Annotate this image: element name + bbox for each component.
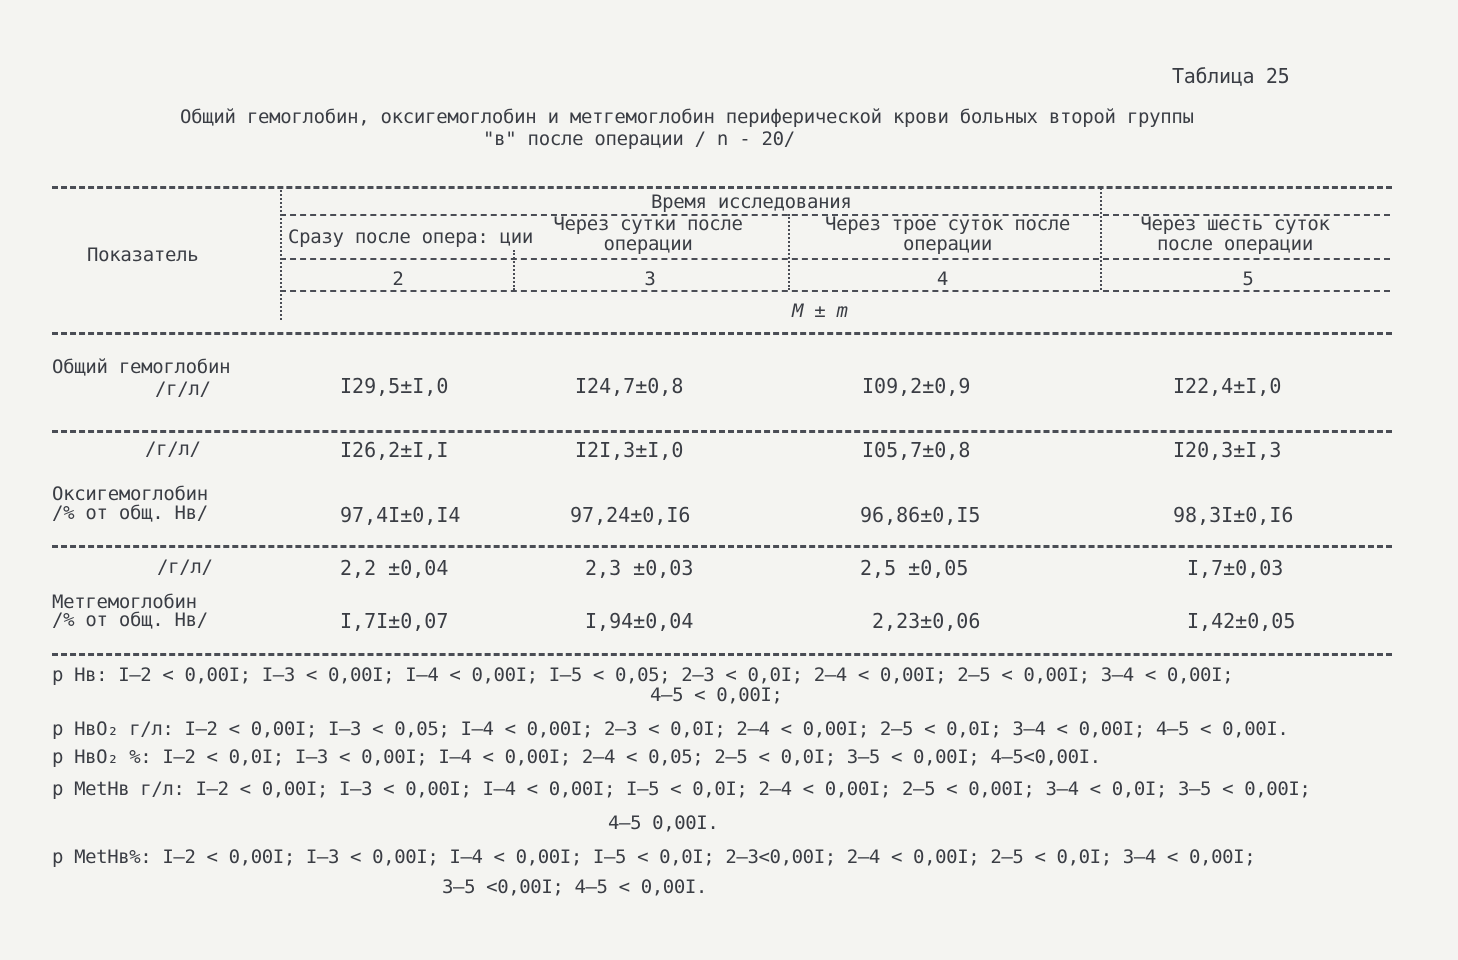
row-3-label-line2: /% от общ. Нв/ — [52, 502, 208, 524]
column-5-number: 5 — [1242, 268, 1254, 290]
group-header: Время исследования — [651, 191, 852, 213]
table-top-rule — [52, 186, 1392, 189]
row-1-col-3: I24,7±0,8 — [575, 374, 684, 398]
column-4-label: Через трое суток после операции — [824, 213, 1071, 255]
row-rule-2 — [52, 545, 1392, 548]
stat-label: M ± m — [792, 300, 848, 322]
note-methb-percent-line1: р MetНв%: I–2 < 0,00I; I–3 < 0,00I; I–4 < 0,00I; I–5 < 0,0I; 2–3<0,00I; 2–4 < 0,00I; 2–5 < 0,0I; 3–4 < 0,00I; — [52, 846, 1256, 868]
row-4-col-3: 2,3 ±0,03 — [585, 556, 694, 580]
header-separator-4-5 — [1100, 188, 1102, 290]
note-methb-gl-line1: р MetНв г/л: I–2 < 0,00I; I–3 < 0,00I; I–4 < 0,00I; I–5 < 0,0I; 2–4 < 0,00I; 2–5 < 0,00I; 3–4 < 0,0I; 3–5 < 0,00I; — [52, 778, 1311, 800]
column-3-number: 3 — [644, 268, 656, 290]
row-1-col-5: I22,4±I,0 — [1173, 374, 1282, 398]
row-5-col-2: I,7I±0,07 — [340, 609, 449, 633]
row-5-label-line1: Метгемоглобин — [52, 591, 197, 613]
note-hb-line1: р Нв: I–2 < 0,00I; I–3 < 0,00I; I–4 < 0,00I; I–5 < 0,05; 2–3 < 0,0I; 2–4 < 0,00I; 2–5 < 0,00I; 3–4 < 0,00I; — [52, 664, 1234, 686]
table-bottom-rule — [52, 653, 1392, 656]
column-2-label: Сразу после опера: ции — [288, 226, 534, 248]
row-4-label: /г/л/ — [157, 556, 213, 578]
header-bottom-rule — [52, 332, 1392, 335]
row-3-col-3: 97,24±0,I6 — [570, 503, 691, 527]
table-title-line2: "в" после операции / n - 20/ — [483, 128, 795, 150]
row-1-label-line2: /г/л/ — [155, 378, 211, 400]
row-4-col-4: 2,5 ±0,05 — [860, 556, 969, 580]
table-label: Таблица 25 — [1172, 64, 1290, 88]
row-1-col-4: I09,2±0,9 — [862, 374, 971, 398]
row-5-col-5: I,42±0,05 — [1187, 609, 1296, 633]
row-4-col-5: I,7±0,03 — [1187, 556, 1284, 580]
row-2-col-4: I05,7±0,8 — [862, 438, 971, 462]
note-methb-gl-line2: 4–5 0,00I. — [608, 812, 719, 834]
row-2-col-2: I26,2±I,I — [340, 438, 449, 462]
header-separator-left — [280, 190, 282, 320]
note-hb-line2: 4–5 < 0,00I; — [650, 684, 783, 706]
row-2-label: /г/л/ — [145, 438, 201, 460]
column-3-label: Через сутки после операции — [553, 213, 743, 255]
row-3-col-5: 98,3I±0,I6 — [1173, 503, 1294, 527]
table-title-line1: Общий гемоглобин, оксигемоглобин и метгемоглобин периферической крови больных второй группы — [180, 106, 1194, 128]
row-5-col-4: 2,23±0,06 — [872, 609, 981, 633]
row-header: Показатель — [87, 244, 199, 266]
row-3-col-2: 97,4I±0,I4 — [340, 503, 461, 527]
note-methb-percent-line2: 3–5 <0,00I; 4–5 < 0,00I. — [442, 876, 707, 898]
column-2-number: 2 — [392, 268, 404, 290]
note-hbo2-percent: р НвО₂ %: I–2 < 0,0I; I–3 < 0,00I; I–4 < 0,00I; 2–4 < 0,05; 2–5 < 0,0I; 3–5 < 0,00I; 4–5<0,00I. — [52, 746, 1101, 768]
row-5-label-line2: /% от общ. Нв/ — [52, 609, 208, 631]
row-4-col-2: 2,2 ±0,04 — [340, 556, 449, 580]
header-rule-3 — [280, 290, 1390, 292]
row-rule-1 — [52, 430, 1392, 433]
row-2-col-5: I20,3±I,3 — [1173, 438, 1282, 462]
row-2-col-3: I2I,3±I,0 — [575, 438, 684, 462]
note-hbo2-gl: р НвО₂ г/л: I–2 < 0,00I; I–3 < 0,05; I–4 < 0,00I; 2–3 < 0,0I; 2–4 < 0,00I; 2–5 < 0,0I; 3–4 < 0,00I; 4–5 < 0,00I. — [52, 718, 1289, 740]
row-3-label-line1: Оксигемоглобин — [52, 483, 208, 505]
column-4-number: 4 — [936, 268, 949, 290]
row-1-col-2: I29,5±I,0 — [340, 374, 449, 398]
row-1-label-line1: Общий гемоглобин — [52, 356, 231, 378]
column-5-label: Через шесть суток после операции — [1140, 213, 1330, 255]
row-5-col-3: I,94±0,04 — [585, 609, 694, 633]
row-3-col-4: 96,86±0,I5 — [860, 503, 981, 527]
header-rule-2 — [280, 258, 1390, 260]
